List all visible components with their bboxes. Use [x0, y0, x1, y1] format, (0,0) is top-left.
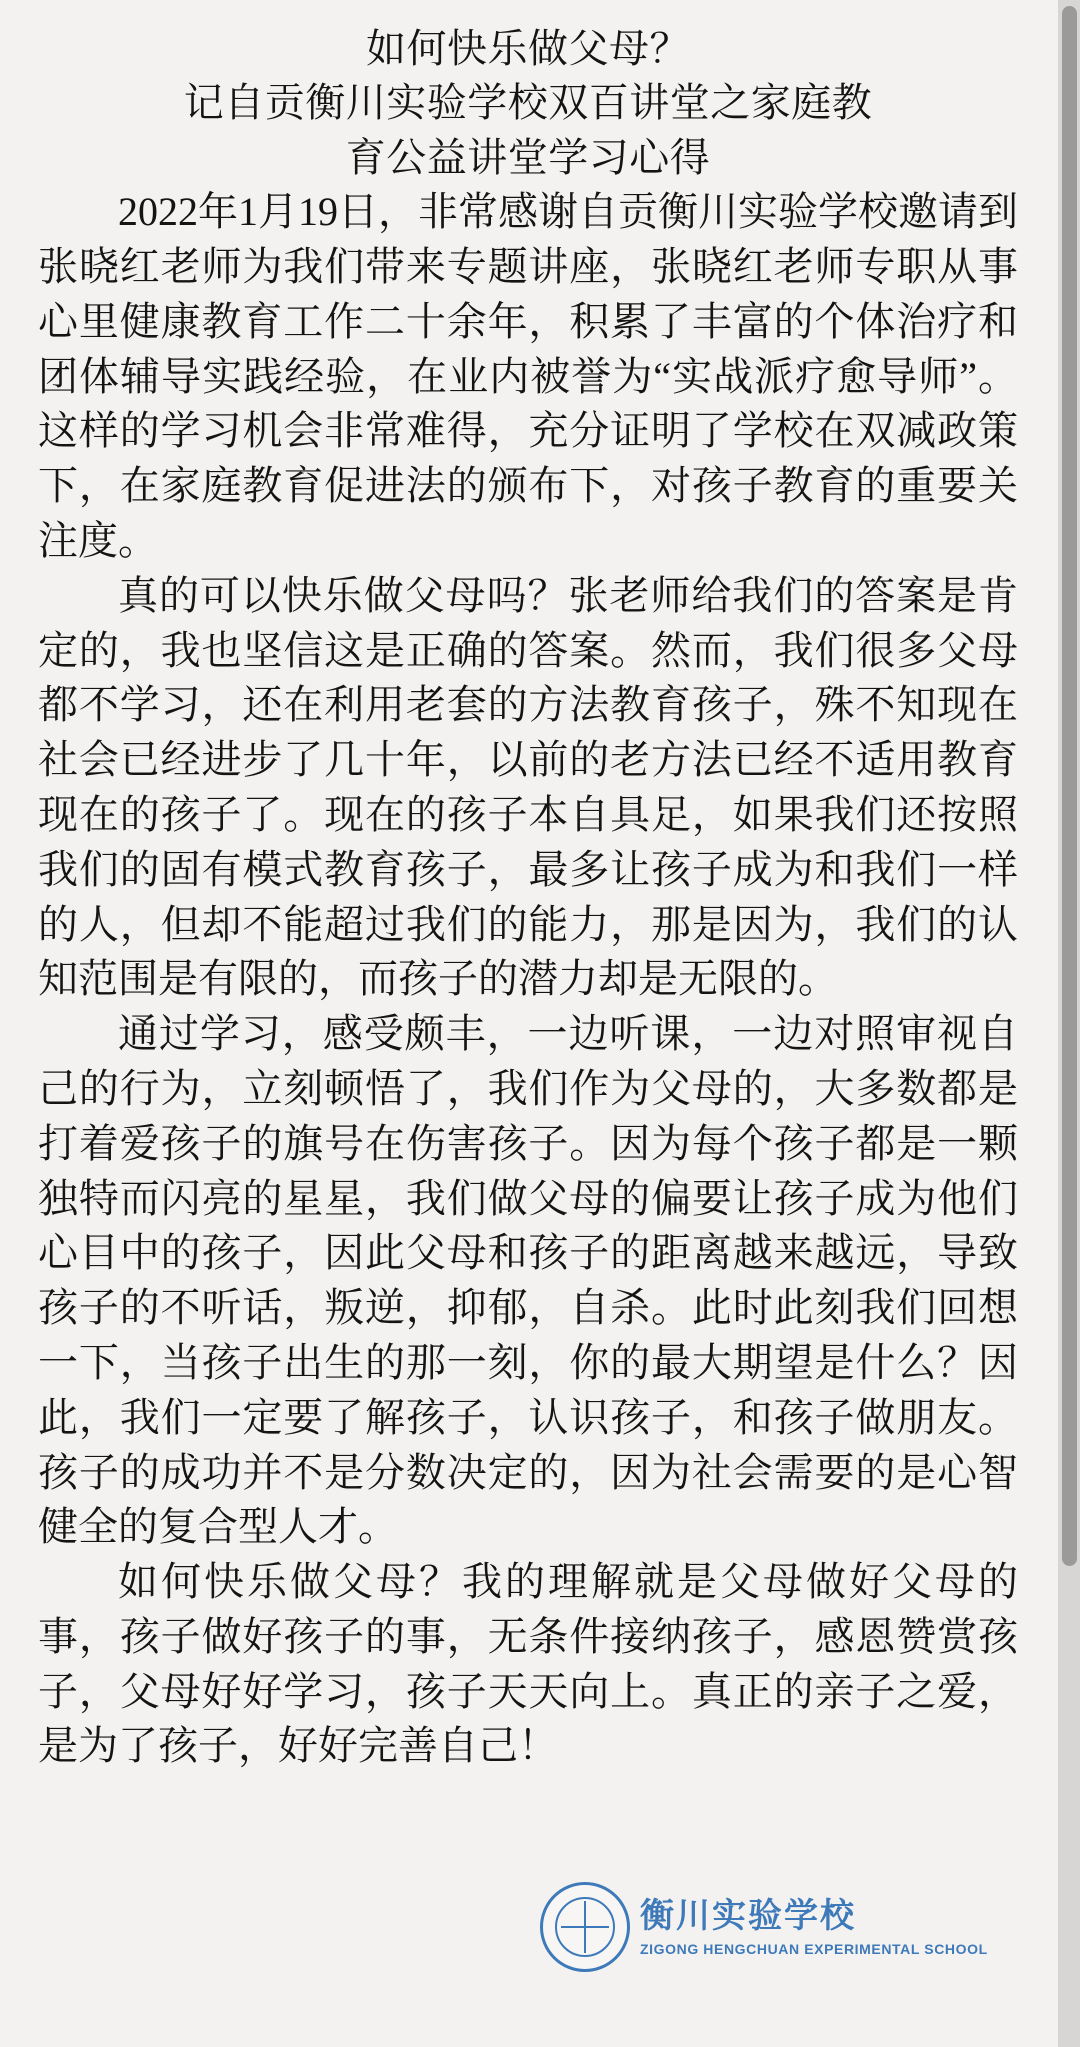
document-title	[38, 22, 1018, 185]
title-line-3: 育公益讲堂学习心得	[345, 134, 711, 180]
title-line-1: 如何快乐做父母？	[366, 26, 690, 71]
watermark-text	[640, 1897, 988, 1956]
paragraph-4: 如何快乐做父母？我的理解就是父母做好父母的事，孩子做好孩子的事，无条件接纳孩子，感恩赞赏孩子，父母好好学习，孩子天天向上。真正的亲子之爱，是为了孩子，好好完善自己！	[38, 1559, 1018, 1769]
paragraph-2: 真的可以快乐做父母吗？张老师给我们的答案是肯定的，我也坚信这是正确的答案。然而，我们很多父母都不学习，还在利用老套的方法教育孩子，殊不知现在社会已经进步了几十年，以前的老方法已经不适用教育现在的孩子了。现在的孩子本自具足，如果我们还按照我们的固有模式教育孩子，最多让孩子成为和我们一样的人，但却不能超过我们的能力，那是因为，我们的认知范围是有限的，而孩子的潜力却是无限的。	[38, 572, 1018, 1002]
watermark-name-en: ZIGONG HENGCHUAN EXPERIMENTAL SCHOOL	[640, 1940, 988, 1957]
school-watermark	[540, 1872, 1010, 1982]
scrollbar[interactable]	[1058, 0, 1080, 2047]
school-logo-icon	[540, 1882, 630, 1972]
title-line-2: 记自贡衡川实验学校双百讲堂之家庭教	[183, 80, 873, 126]
scrollbar-thumb[interactable]	[1062, 6, 1077, 1566]
paragraph-3: 通过学习，感受颇丰，一边听课，一边对照审视自己的行为，立刻顿悟了，我们作为父母的，大多数都是打着爱孩子的旗号在伤害孩子。因为每个孩子都是一颗独特而闪亮的星星，我们做父母的偏要让孩子成为他们心目中的孩子，因此父母和孩子的距离越来越远，导致孩子的不听话，叛逆，抑郁，自杀。此时此刻我们回想一下，当孩子出生的那一刻，你的最大期望是什么？因此，我们一定要了解孩子，认识孩子，和孩子做朋友。孩子的成功并不是分数决定的，因为社会需要的是心智健全的复合型人才。	[38, 1011, 1018, 1550]
watermark-name-cn: 衡川实验学校	[640, 1898, 856, 1936]
paragraph-1: 2022年1月19日，非常感谢自贡衡川实验学校邀请到张晓红老师为我们带来专题讲座，张晓红老师专职从事心里健康教育工作二十余年，积累了丰富的个体治疗和团体辅导实践经验，在业内被誉为“实战派疗愈导师”。这样的学习机会非常难得，充分证明了学校在双减政策下，在家庭教育促进法的颁布下，对孩子教育的重要关注度。	[38, 189, 1018, 563]
